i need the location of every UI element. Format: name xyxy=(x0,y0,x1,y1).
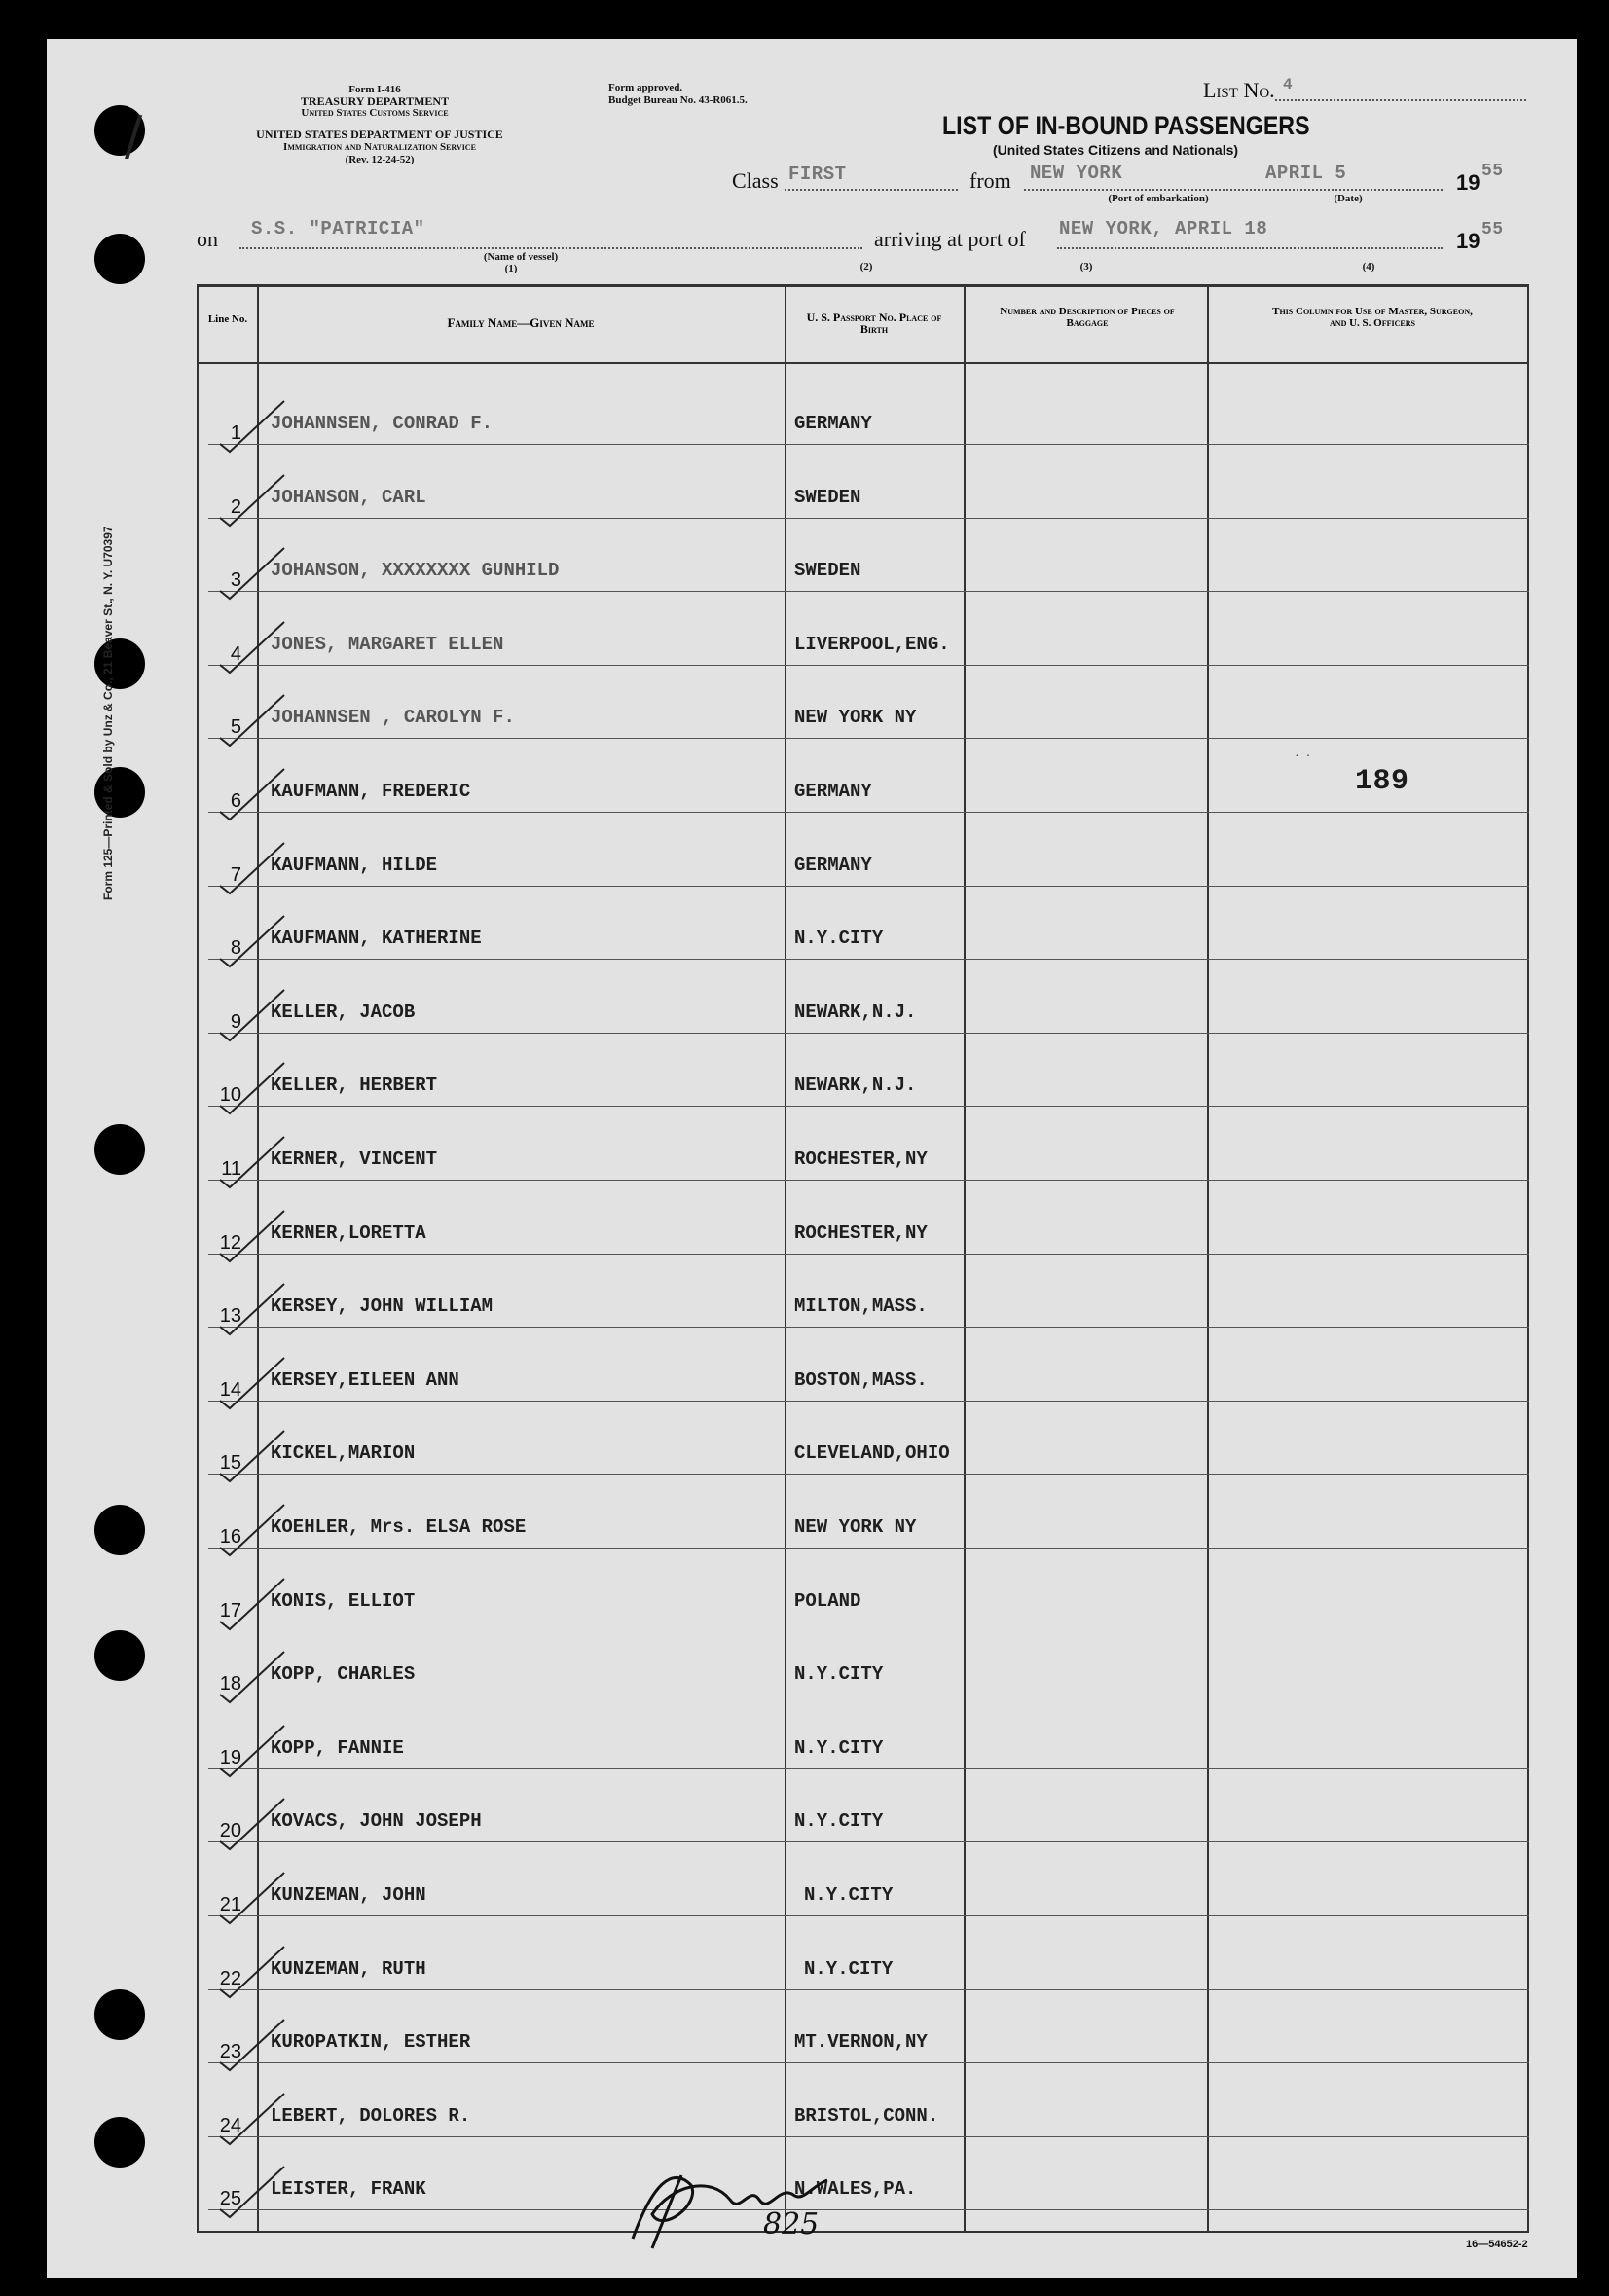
row-rule xyxy=(208,738,1529,739)
passenger-name: KUROPATKIN, ESTHER xyxy=(271,2031,471,2054)
table-top-rule xyxy=(197,284,1529,287)
col-header-baggage: Number and Description of Pieces of Baggage xyxy=(1000,306,1175,329)
passenger-name: KOPP, FANNIE xyxy=(271,1736,404,1759)
place-of-birth: POLAND xyxy=(794,1589,861,1612)
place-of-birth: NEWARK,N.J. xyxy=(794,1001,917,1023)
col-rule-name xyxy=(785,284,786,2233)
passenger-name: KONIS, ELLIOT xyxy=(271,1589,416,1612)
check-mark xyxy=(216,765,294,823)
place-of-birth: N.Y.CITY xyxy=(794,1663,884,1686)
place-of-birth: ROCHESTER,NY xyxy=(794,1148,928,1170)
passenger-name: KAUFMANN, FREDERIC xyxy=(271,781,471,802)
check-mark xyxy=(216,1795,294,1853)
row-rule xyxy=(208,1989,1529,1990)
check-mark xyxy=(216,2163,294,2221)
list-subtitle: (United States Citizens and Nationals) xyxy=(993,142,1239,158)
check-mark xyxy=(216,2090,294,2148)
passenger-name: LEBERT, DOLORES R. xyxy=(271,2104,471,2127)
place-of-birth: SWEDEN xyxy=(794,486,861,508)
place-of-birth: N.Y.CITY xyxy=(794,1810,884,1833)
line-number: 20 xyxy=(219,1820,241,1842)
passenger-name: KOVACS, JOHN JOSEPH xyxy=(271,1810,482,1833)
col-rule-passport xyxy=(964,284,966,2233)
row-rule xyxy=(208,959,1529,960)
line-number: 21 xyxy=(219,1894,241,1915)
check-mark xyxy=(216,839,294,897)
list-no-label: List No. xyxy=(1203,78,1275,102)
year1-prefix: 19 xyxy=(1456,170,1481,195)
check-mark xyxy=(216,1207,294,1265)
year2-prefix: 19 xyxy=(1456,229,1481,253)
binder-hole xyxy=(94,1630,145,1681)
place-of-birth: LIVERPOOL,ENG. xyxy=(794,633,950,655)
row-rule xyxy=(208,444,1529,445)
vessel-line xyxy=(239,247,862,249)
passenger-name: KELLER, HERBERT xyxy=(271,1075,438,1097)
place-of-birth: BRISTOL,CONN. xyxy=(794,2104,939,2127)
check-mark xyxy=(216,1354,294,1412)
check-mark xyxy=(216,1648,294,1706)
from-value: NEW YORK xyxy=(1030,163,1123,184)
list-no-line xyxy=(1275,99,1526,101)
line-number: 14 xyxy=(219,1378,241,1401)
port-embarkation-caption: (Port of embarkation) xyxy=(1108,193,1209,204)
passenger-name: KAUFMANN, KATHERINE xyxy=(271,928,482,950)
form-revision: (Rev. 12-24-52) xyxy=(345,154,415,165)
form-approved: Form approved. xyxy=(608,82,683,93)
passenger-name: KUNZEMAN, JOHN xyxy=(271,1884,426,1906)
place-of-birth: ROCHESTER,NY xyxy=(794,1221,928,1244)
list-title: LIST OF IN-BOUND PASSENGERS xyxy=(942,111,1310,140)
place-of-birth: CLEVELAND,OHIO xyxy=(794,1442,950,1465)
from-line xyxy=(1024,189,1443,191)
place-of-birth: GERMANY xyxy=(794,413,872,434)
class-value: FIRST xyxy=(788,164,847,185)
passenger-name: JOHANNSEN, CONRAD F. xyxy=(271,413,494,434)
row-rule xyxy=(208,1915,1529,1916)
arrival-line xyxy=(1057,247,1443,249)
check-mark xyxy=(216,1427,294,1485)
row-rule xyxy=(208,2136,1529,2137)
place-of-birth: NEW YORK NY xyxy=(794,1516,917,1538)
vessel-caption: (Name of vessel) xyxy=(483,251,559,263)
check-mark xyxy=(216,1280,294,1338)
row-rule xyxy=(208,1106,1529,1107)
check-mark xyxy=(216,1722,294,1780)
binder-hole xyxy=(94,1124,145,1175)
table-right-rule xyxy=(1527,284,1529,2233)
line-number: 5 xyxy=(230,716,241,739)
check-mark xyxy=(216,1869,294,1927)
place-of-birth: MILTON,MASS. xyxy=(794,1295,928,1318)
col-header-name: Family Name—Given Name xyxy=(447,315,595,330)
passenger-name: KELLER, JACOB xyxy=(271,1001,416,1023)
check-mark xyxy=(216,1943,294,2001)
place-of-birth: GERMANY xyxy=(794,781,872,802)
date-caption: (Date) xyxy=(1334,193,1363,204)
officer-note: 189 xyxy=(1355,765,1409,798)
line-number: 25 xyxy=(219,2188,241,2210)
handwritten-number: 825 xyxy=(763,2207,820,2241)
passenger-name: LEISTER, FRANK xyxy=(271,2178,426,2201)
on-label: on xyxy=(197,227,218,251)
passenger-name: JONES, MARGARET ELLEN xyxy=(271,633,504,655)
place-of-birth: N.Y.CITY xyxy=(804,1884,894,1906)
header-bottom-rule xyxy=(197,362,1529,364)
passenger-name: JOHANSON, XXXXXXXX GUNHILD xyxy=(271,560,560,582)
line-number: 11 xyxy=(221,1158,241,1180)
col-rule-baggage xyxy=(1207,284,1209,2233)
binder-hole xyxy=(94,234,145,284)
line-number: 24 xyxy=(219,2114,241,2136)
check-mark xyxy=(216,618,294,676)
treasury-dept: TREASURY DEPARTMENT xyxy=(300,94,450,108)
row-rule xyxy=(208,665,1529,666)
caption-4: (4) xyxy=(1362,261,1375,273)
ins-service: Immigration and Naturalization Service xyxy=(283,141,476,153)
check-mark xyxy=(216,1133,294,1191)
col-header-passport: U. S. Passport No. Place of Birth xyxy=(806,310,942,336)
line-number: 22 xyxy=(219,1967,241,1989)
customs-service: United States Customs Service xyxy=(301,107,449,119)
caption-1: (1) xyxy=(504,263,518,274)
passenger-name: KAUFMANN, HILDE xyxy=(271,854,438,876)
place-of-birth: MT.VERNON,NY xyxy=(794,2031,928,2054)
departure-date: APRIL 5 xyxy=(1265,163,1347,184)
place-of-birth: N.Y.CITY xyxy=(794,1736,884,1759)
check-mark xyxy=(216,986,294,1044)
place-of-birth: GERMANY xyxy=(794,854,872,876)
justice-dept: UNITED STATES DEPARTMENT OF JUSTICE xyxy=(256,128,503,141)
arrival-port-date: NEW YORK, APRIL 18 xyxy=(1059,218,1268,239)
place-of-birth: SWEDEN xyxy=(794,560,861,582)
row-rule xyxy=(208,518,1529,519)
officer-note-dots: · · xyxy=(1295,749,1311,764)
passenger-name: KUNZEMAN, RUTH xyxy=(271,1957,426,1980)
check-mark xyxy=(216,397,294,456)
place-of-birth: NEWARK,N.J. xyxy=(794,1075,917,1097)
line-number: 13 xyxy=(219,1305,241,1328)
year2-suffix: 55 xyxy=(1481,220,1504,239)
line-number: 15 xyxy=(219,1452,241,1475)
place-of-birth: BOSTON,MASS. xyxy=(794,1368,928,1391)
row-rule xyxy=(208,591,1529,592)
check-mark xyxy=(216,912,294,970)
place-of-birth: N.Y.CITY xyxy=(794,928,884,950)
check-mark xyxy=(216,1501,294,1559)
line-number: 10 xyxy=(219,1084,241,1107)
from-label: from xyxy=(969,168,1011,193)
line-number: 23 xyxy=(219,2041,241,2063)
year1-suffix: 55 xyxy=(1481,162,1504,181)
line-number: 6 xyxy=(230,790,241,812)
class-line xyxy=(785,189,958,191)
line-number: 2 xyxy=(230,495,241,518)
handwritten-signature xyxy=(613,2146,886,2253)
passenger-name: KERNER,LORETTA xyxy=(271,1221,426,1244)
line-number: 8 xyxy=(230,937,241,960)
list-no-value: 4 xyxy=(1283,76,1294,93)
line-number: 17 xyxy=(219,1599,241,1622)
line-number: 12 xyxy=(219,1231,241,1254)
row-rule xyxy=(208,1254,1529,1255)
row-rule xyxy=(208,1401,1529,1402)
row-rule xyxy=(208,1841,1529,1842)
caption-2: (2) xyxy=(859,261,873,273)
place-of-birth: NEW YORK NY xyxy=(794,707,917,729)
place-of-birth: N.WALES,PA. xyxy=(794,2178,917,2201)
check-mark xyxy=(216,691,294,749)
check-mark xyxy=(216,1059,294,1117)
check-mark xyxy=(216,2016,294,2074)
line-number: 1 xyxy=(230,422,241,444)
row-rule xyxy=(208,1474,1529,1475)
printer-imprint: Form 125—Printed & Sold by Unz & Co., 21 Beaver St., N. Y. U70397 xyxy=(101,526,115,900)
row-rule xyxy=(208,1327,1529,1328)
passenger-name: KERSEY, JOHN WILLIAM xyxy=(271,1295,494,1318)
col-header-line-no: Line No. xyxy=(207,313,248,325)
row-rule xyxy=(208,812,1529,813)
row-rule xyxy=(208,1033,1529,1034)
passenger-name: KICKEL,MARION xyxy=(271,1442,416,1465)
row-rule xyxy=(208,1768,1529,1769)
passenger-name: KOEHLER, Mrs. ELSA ROSE xyxy=(271,1516,527,1538)
line-number: 9 xyxy=(230,1010,241,1033)
budget-bureau: Budget Bureau No. 43-R061.5. xyxy=(608,94,748,106)
binder-hole xyxy=(94,1505,145,1555)
row-rule xyxy=(208,886,1529,887)
check-mark xyxy=(216,544,294,602)
footer-code: 16—54652-2 xyxy=(1466,2239,1528,2250)
caption-3: (3) xyxy=(1079,261,1093,273)
vessel-name: S.S. "PATRICIA" xyxy=(251,218,425,239)
passenger-name: KOPP, CHARLES xyxy=(271,1663,416,1686)
form-number: Form I-416 xyxy=(348,84,401,95)
line-number: 3 xyxy=(230,569,241,592)
row-rule xyxy=(208,1548,1529,1549)
table-left-rule xyxy=(197,284,199,2233)
passenger-name: KERNER, VINCENT xyxy=(271,1148,438,1170)
passenger-name: JOHANNSEN , CAROLYN F. xyxy=(271,707,515,729)
line-number: 18 xyxy=(219,1673,241,1695)
row-rule xyxy=(208,1180,1529,1181)
passenger-name: JOHANSON, CARL xyxy=(271,486,426,508)
arriving-label: arriving at port of xyxy=(874,227,1026,251)
check-mark xyxy=(216,471,294,529)
place-of-birth: N.Y.CITY xyxy=(804,1957,894,1980)
check-mark xyxy=(216,1575,294,1633)
line-number: 19 xyxy=(219,1746,241,1768)
line-number: 4 xyxy=(230,642,241,665)
margin-mark: / xyxy=(125,105,143,166)
passenger-name: KERSEY,EILEEN ANN xyxy=(271,1368,459,1391)
binder-hole xyxy=(94,2117,145,2168)
class-label: Class xyxy=(732,168,779,193)
line-number: 7 xyxy=(230,863,241,886)
row-rule xyxy=(208,2062,1529,2063)
line-number: 16 xyxy=(219,1526,241,1548)
binder-hole xyxy=(94,1989,145,2040)
col-header-officers: This Column for Use of Master, Surgeon, and U. S. Officers xyxy=(1272,306,1473,329)
